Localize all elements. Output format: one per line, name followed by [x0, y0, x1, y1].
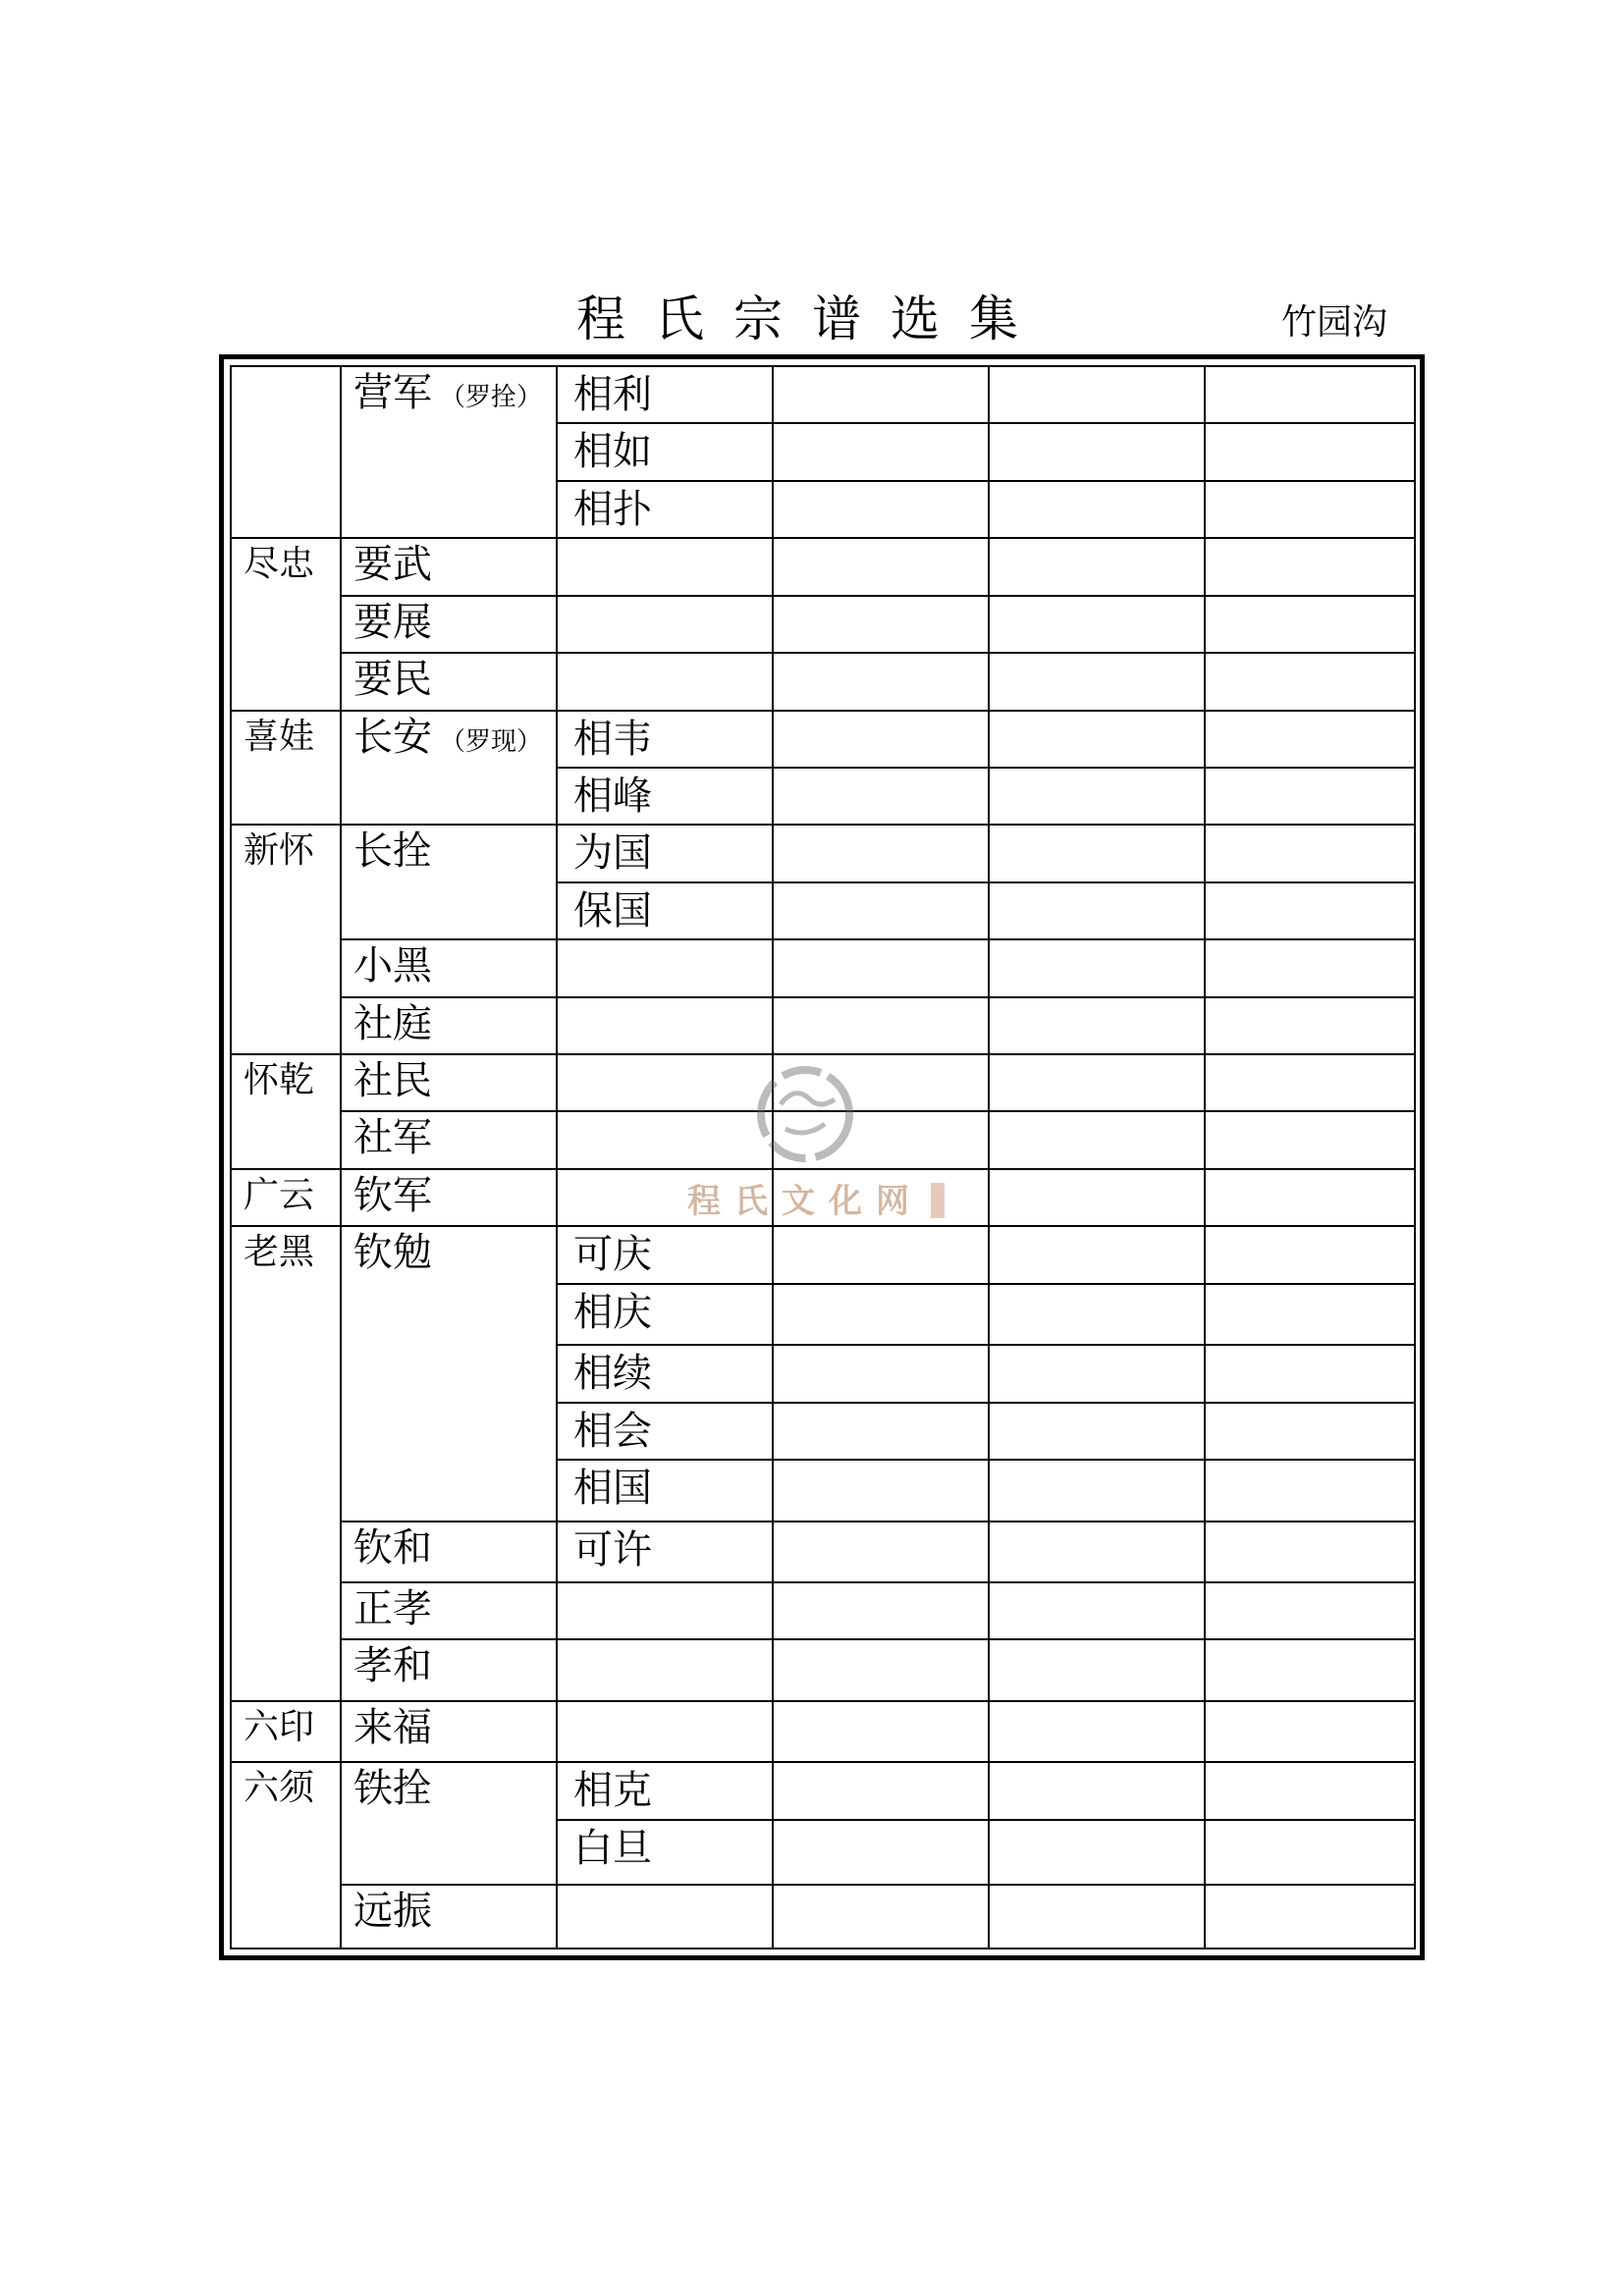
watermark-seal-icon: [761, 1070, 849, 1158]
child-name: 社军: [353, 1115, 432, 1161]
table-row: [231, 653, 1415, 710]
child-name: 钦和: [353, 1524, 432, 1571]
grandchild-name-cell: 白旦: [557, 1820, 773, 1885]
child-name-cell: [341, 939, 557, 996]
empty-cell: [1205, 882, 1415, 939]
empty-cell: [1205, 366, 1415, 423]
parent-name-cell: 六印: [231, 1701, 341, 1762]
empty-cell: [1205, 1403, 1415, 1460]
child-name-cell: [341, 1582, 557, 1639]
child-name-cell: [341, 997, 557, 1054]
grandchild-name-cell: [557, 596, 773, 653]
empty-cell: [773, 768, 989, 825]
empty-cell: [1205, 1885, 1415, 1949]
empty-cell: [989, 1582, 1205, 1639]
empty-cell: [773, 1639, 989, 1700]
empty-cell: [773, 1522, 989, 1582]
empty-cell: [989, 882, 1205, 939]
empty-cell: [989, 1169, 1205, 1226]
grandchild-name-cell: [557, 1582, 773, 1639]
empty-cell: [989, 1403, 1205, 1460]
watermark: [687, 1065, 952, 1242]
child-name-note: （罗现）: [440, 726, 543, 757]
grandchild-name-cell: 相韦: [557, 711, 773, 768]
empty-cell: [989, 825, 1205, 881]
table-row: [231, 711, 1415, 768]
empty-cell: [989, 366, 1205, 423]
grandchild-name-cell: [557, 997, 773, 1054]
empty-cell: [1205, 1345, 1415, 1402]
child-name-cell: [341, 596, 557, 653]
empty-cell: [773, 1701, 989, 1762]
empty-cell: [773, 538, 989, 595]
grandchild-name-cell: 可庆: [557, 1226, 773, 1283]
empty-cell: [773, 1345, 989, 1402]
child-name: 铁拴: [353, 1766, 432, 1812]
empty-cell: [1205, 825, 1415, 881]
table-row: [231, 939, 1415, 996]
child-name: 来福: [353, 1704, 432, 1750]
empty-cell: [1205, 1522, 1415, 1582]
grandchild-name-cell: [557, 538, 773, 595]
child-name: 社民: [353, 1058, 432, 1104]
grandchild-name-cell: [557, 1639, 773, 1700]
grandchild-name-cell: 为国: [557, 825, 773, 881]
empty-cell: [989, 1345, 1205, 1402]
empty-cell: [1205, 1226, 1415, 1283]
grandchild-name-cell: [557, 1885, 773, 1949]
child-name: 正孝: [353, 1585, 432, 1631]
grandchild-name-cell: [557, 939, 773, 996]
parent-name-cell: 怀乾: [231, 1054, 341, 1169]
empty-cell: [773, 1820, 989, 1885]
table-row: [231, 997, 1415, 1054]
empty-cell: [989, 653, 1205, 710]
empty-cell: [773, 1284, 989, 1345]
empty-cell: [989, 997, 1205, 1054]
child-name-cell: [341, 1701, 557, 1762]
empty-cell: [989, 1762, 1205, 1819]
child-name-note: （罗拴）: [440, 383, 543, 412]
grandchild-name-cell: 相扑: [557, 481, 773, 538]
child-name-cell: [341, 1169, 557, 1226]
empty-cell: [773, 481, 989, 538]
child-name: 要民: [353, 657, 432, 703]
grandchild-name-cell: 相克: [557, 1762, 773, 1819]
child-name-cell: [341, 1111, 557, 1168]
empty-cell: [1205, 1460, 1415, 1521]
empty-cell: [989, 1460, 1205, 1521]
empty-cell: [773, 1762, 989, 1819]
child-name: 孝和: [353, 1643, 432, 1689]
empty-cell: [773, 366, 989, 423]
empty-cell: [989, 1885, 1205, 1949]
empty-cell: [1205, 1169, 1415, 1226]
grandchild-name-cell: 相续: [557, 1345, 773, 1402]
empty-cell: [1205, 1111, 1415, 1168]
child-name-cell: [341, 653, 557, 710]
child-name: 营军: [353, 370, 432, 415]
grandchild-name-cell: 相庆: [557, 1284, 773, 1345]
child-name-cell: [341, 825, 557, 939]
empty-cell: [1205, 1054, 1415, 1111]
grandchild-name-cell: 相峰: [557, 768, 773, 825]
empty-cell: [1205, 939, 1415, 996]
watermark-text: 程氏文化网: [687, 1182, 923, 1221]
table-row: [231, 1639, 1415, 1700]
watermark-stamp-icon: [931, 1183, 945, 1218]
empty-cell: [989, 538, 1205, 595]
empty-cell: [989, 1226, 1205, 1283]
child-name: 要武: [353, 542, 432, 588]
child-name: 钦军: [353, 1172, 432, 1218]
parent-name-cell: 广云: [231, 1169, 341, 1226]
grandchild-name-cell: 可许: [557, 1522, 773, 1582]
page-title: 程氏宗谱选集: [576, 291, 1048, 347]
empty-cell: [989, 711, 1205, 768]
empty-cell: [989, 1639, 1205, 1700]
child-name-cell: [341, 538, 557, 595]
empty-cell: [1205, 423, 1415, 480]
empty-cell: [1205, 596, 1415, 653]
empty-cell: [1205, 653, 1415, 710]
child-name: 小黑: [353, 943, 432, 989]
child-name-cell: [341, 366, 557, 538]
parent-name-cell: 尽忠: [231, 538, 341, 710]
empty-cell: [1205, 1820, 1415, 1885]
table-row: [231, 825, 1415, 881]
empty-cell: [989, 1820, 1205, 1885]
table-row: [231, 366, 1415, 423]
empty-cell: [1205, 1762, 1415, 1819]
empty-cell: [773, 882, 989, 939]
empty-cell: [989, 481, 1205, 538]
grandchild-name-cell: 相国: [557, 1460, 773, 1521]
child-name: 长拴: [353, 828, 432, 875]
empty-cell: [1205, 1582, 1415, 1639]
empty-cell: [773, 1460, 989, 1521]
empty-cell: [989, 1701, 1205, 1762]
empty-cell: [1205, 997, 1415, 1054]
table-row: [231, 1522, 1415, 1582]
empty-cell: [773, 653, 989, 710]
grandchild-name-cell: 保国: [557, 882, 773, 939]
empty-cell: [1205, 538, 1415, 595]
empty-cell: [1205, 1639, 1415, 1700]
child-name: 要展: [353, 599, 432, 645]
empty-cell: [989, 423, 1205, 480]
child-name-cell: [341, 1762, 557, 1885]
empty-cell: [989, 768, 1205, 825]
empty-cell: [1205, 711, 1415, 768]
empty-cell: [989, 596, 1205, 653]
empty-cell: [773, 939, 989, 996]
place-name: 竹园沟: [1281, 302, 1388, 343]
table-row: [231, 538, 1415, 595]
child-name-cell: [341, 1226, 557, 1521]
empty-cell: [989, 939, 1205, 996]
grandchild-name-cell: [557, 653, 773, 710]
child-name: 远振: [353, 1889, 432, 1935]
parent-name-cell: 喜娃: [231, 711, 341, 826]
grandchild-name-cell: [557, 1701, 773, 1762]
empty-cell: [773, 596, 989, 653]
child-name-cell: [341, 1639, 557, 1700]
child-name-cell: [341, 1885, 557, 1949]
parent-name-cell: 新怀: [231, 825, 341, 1054]
empty-cell: [1205, 1284, 1415, 1345]
empty-cell: [773, 1403, 989, 1460]
empty-cell: [989, 1522, 1205, 1582]
empty-cell: [1205, 1701, 1415, 1762]
grandchild-name-cell: 相会: [557, 1403, 773, 1460]
empty-cell: [773, 711, 989, 768]
empty-cell: [989, 1284, 1205, 1345]
child-name: 社庭: [353, 1000, 432, 1046]
parent-name-cell: 老黑: [231, 1226, 341, 1701]
parent-name-cell: 六须: [231, 1762, 341, 1949]
empty-cell: [1205, 481, 1415, 538]
child-name-cell: [341, 711, 557, 826]
table-row: [231, 596, 1415, 653]
empty-cell: [773, 1885, 989, 1949]
empty-cell: [1205, 768, 1415, 825]
empty-cell: [773, 423, 989, 480]
child-name-cell: [341, 1522, 557, 1582]
empty-cell: [773, 825, 989, 881]
child-name: 钦勉: [353, 1230, 432, 1276]
table-row: [231, 1762, 1415, 1819]
empty-cell: [989, 1111, 1205, 1168]
empty-cell: [773, 1582, 989, 1639]
grandchild-name-cell: 相如: [557, 423, 773, 480]
empty-cell: [773, 997, 989, 1054]
table-row: [231, 1701, 1415, 1762]
grandchild-name-cell: 相利: [557, 366, 773, 423]
child-name-cell: [341, 1054, 557, 1111]
empty-cell: [989, 1054, 1205, 1111]
parent-name-cell: [231, 366, 341, 538]
child-name: 长安: [353, 714, 432, 760]
table-row: [231, 1582, 1415, 1639]
table-row: [231, 1885, 1415, 1949]
